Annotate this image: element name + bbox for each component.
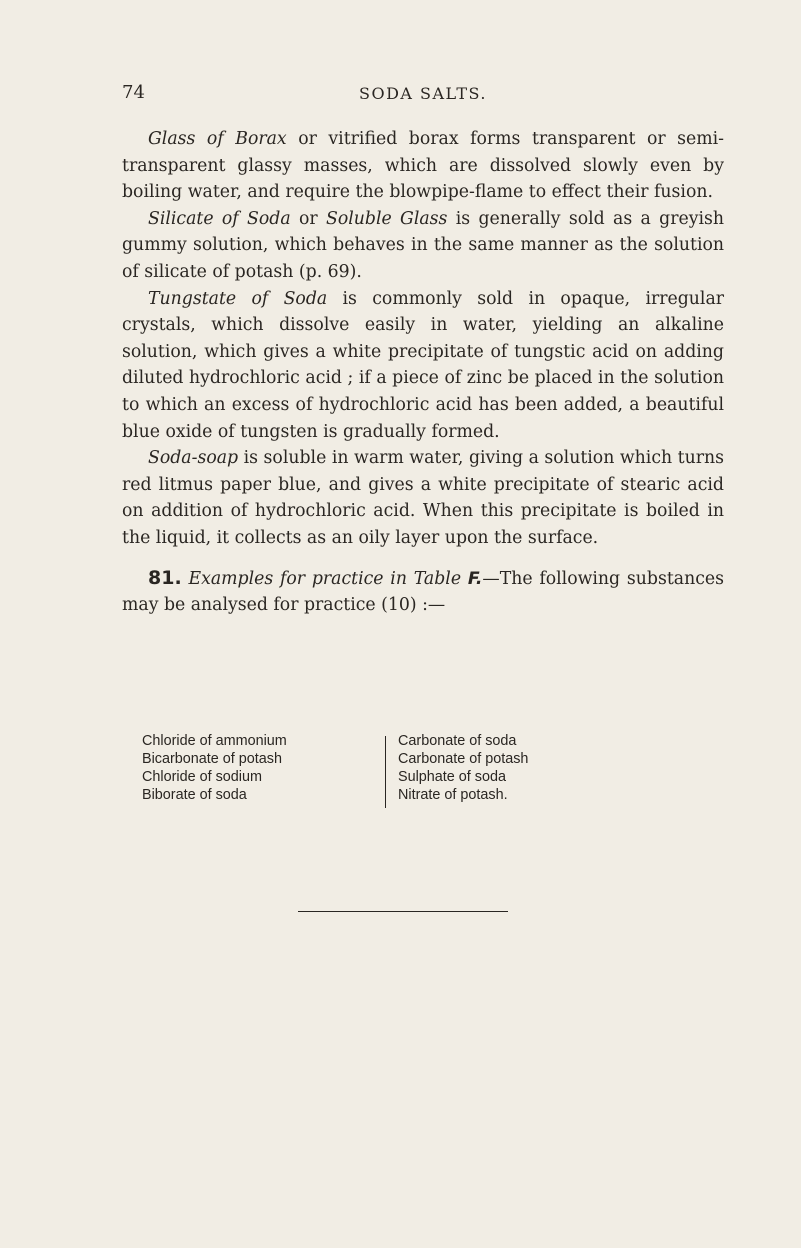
list-item: Chloride of sodium	[142, 769, 262, 785]
list-item: Carbonate of potash	[398, 751, 529, 767]
paragraph-tungstate-of-soda: Tungstate of Soda is commonly sold in opaque, irregular crystals, which dissolve easily in water, yielding an alkaline solution, which gives a white precipitate of tungstic acid on adding diluted hydrochloric acid ; if a piece of zinc be placed in the solution to which an excess of hydrochloric acid has been added, a beautiful blue oxide of tungsten is gradually formed.	[122, 288, 725, 442]
paragraph-glass-of-borax: Glass of Borax or vitrified borax forms transparent or semi-transparent glassy masses, which are dissolved slowly even by boiling water, and require the blowpipe-flame to effect their fusion.	[122, 129, 724, 203]
page-header	[122, 82, 724, 108]
section-end-rule	[298, 911, 508, 912]
section-81: 81. Examples for practice in Table F.—The following substances may be analysed for practice (10) :—	[122, 566, 724, 616]
section-title: Examples for practice in Table	[188, 568, 462, 589]
table-letter: F.	[467, 568, 483, 589]
term: Glass of Borax	[148, 129, 287, 149]
page-number: 74	[122, 82, 145, 103]
paragraph-soda-soap: Soda-soap is soluble in warm water, giving a solution which turns red litmus paper blue, and gives a white precipitate of stearic acid on addition of hydrochloric acid. When this precipitate is boiled in the liquid, it collects as an oily layer upon the surface.	[122, 448, 724, 548]
list-item: Carbonate of soda	[398, 733, 517, 749]
body-text	[122, 126, 724, 619]
list-item: Sulphate of soda	[398, 769, 507, 785]
section-number: 81.	[148, 566, 182, 589]
term: Silicate of Soda	[148, 208, 291, 229]
list-item: Chloride of ammonium	[142, 733, 287, 749]
column-divider	[385, 736, 386, 808]
substances-left-column	[142, 732, 382, 804]
term: Soda-soap	[148, 448, 239, 469]
list-item: Nitrate of potash.	[398, 787, 508, 803]
running-head: SODA SALTS.	[358, 84, 488, 103]
paragraph-silicate-of-soda: Silicate of Soda or Soluble Glass is generally sold as a greyish gummy solution, which behaves in the same manner as the solution of silicate of potash (p. 69).	[122, 208, 724, 282]
list-item: Biborate of soda	[142, 787, 247, 803]
term: Tungstate of Soda	[148, 288, 328, 309]
list-item: Bicarbonate of potash	[142, 751, 283, 767]
substances-right-column	[398, 732, 638, 804]
term: Soluble Glass	[325, 208, 448, 229]
